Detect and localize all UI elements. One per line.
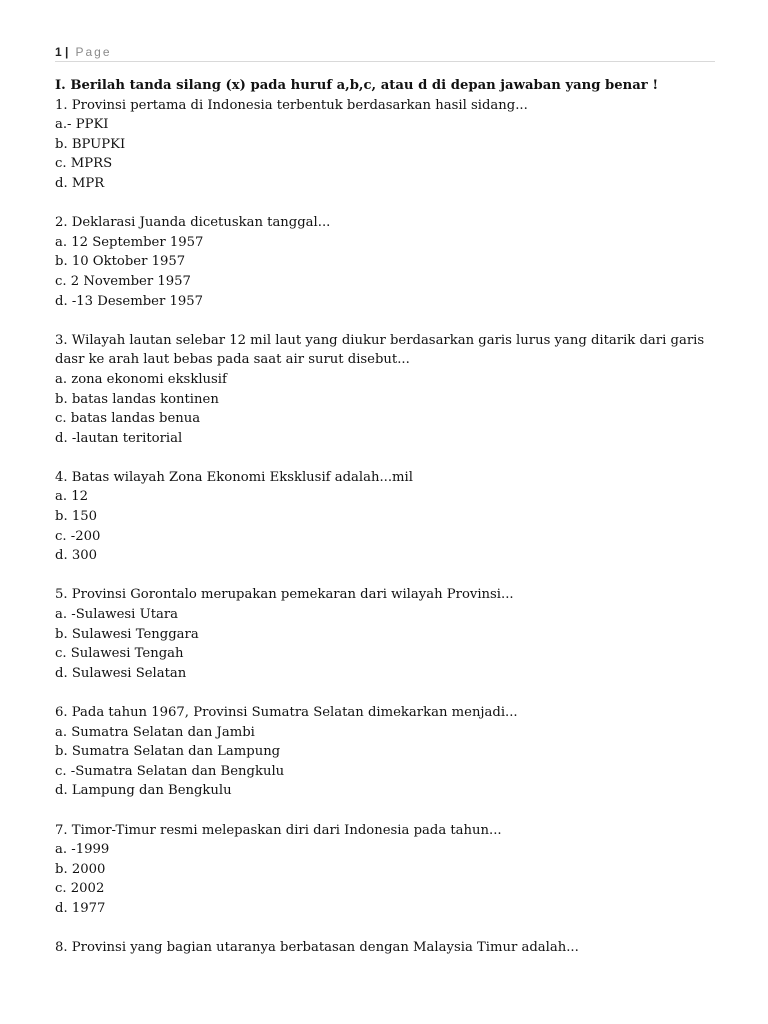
- page-header: [55, 41, 715, 62]
- question-8: [55, 938, 723, 958]
- question-text: 4. Batas wilayah Zona Ekonomi Eksklusif adalah...mil: [55, 469, 413, 485]
- option-c: c. batas landas benua: [55, 411, 201, 427]
- page-label: Page: [75, 45, 112, 59]
- option-a: a. -1999: [55, 842, 110, 858]
- option-c: c. MPRS: [55, 156, 113, 172]
- question-text: 6. Pada tahun 1967, Provinsi Sumatra Selatan dimekarkan menjadi...: [55, 705, 518, 720]
- option-d: d. 1977: [55, 900, 106, 916]
- document-body: [55, 76, 723, 958]
- question-text: 7. Timor-Timur resmi melepaskan diri dari Indonesia pada tahun...: [55, 822, 502, 838]
- option-a: a. 12: [55, 489, 89, 505]
- option-b: b. batas landas kontinen: [55, 391, 219, 407]
- option-b: b. 150: [55, 509, 97, 525]
- option-c: c. Sulawesi Tengah: [55, 646, 184, 662]
- question-2: [55, 213, 723, 311]
- question-4: [55, 468, 723, 566]
- option-d: d. -lautan teritorial: [55, 430, 183, 446]
- question-6: [55, 703, 723, 801]
- page-number: 1 |: [55, 45, 69, 59]
- question-text: 8. Provinsi yang bagian utaranya berbatasan dengan Malaysia Timur adalah...: [55, 940, 579, 956]
- option-a: a. Sumatra Selatan dan Jambi: [55, 724, 255, 740]
- option-d: d. Lampung dan Bengkulu: [55, 783, 232, 799]
- option-b: b. 2000: [55, 861, 106, 877]
- option-b: b. Sulawesi Tenggara: [55, 626, 199, 642]
- option-c: c. 2 November 1957: [55, 273, 191, 289]
- option-b: b. BPUPKI: [55, 136, 126, 152]
- option-c: c. -200: [55, 528, 101, 544]
- option-d: d. -13 Desember 1957: [55, 293, 204, 309]
- question-text: 5. Provinsi Gorontalo merupakan pemekaran dari wilayah Provinsi...: [55, 587, 514, 603]
- option-a: a. -Sulawesi Utara: [55, 607, 179, 623]
- option-a: a.- PPKI: [55, 117, 109, 133]
- question-text: 2. Deklarasi Juanda dicetuskan tanggal...: [55, 215, 331, 231]
- question-3: [55, 331, 723, 449]
- question-5: [55, 585, 723, 683]
- option-c: c. -Sumatra Selatan dan Bengkulu: [55, 763, 285, 779]
- option-b: b. Sumatra Selatan dan Lampung: [55, 744, 281, 760]
- question-text: 1. Provinsi pertama di Indonesia terbentuk berdasarkan hasil sidang...: [55, 97, 528, 113]
- question-1: [55, 96, 723, 194]
- option-d: d. 300: [55, 548, 97, 564]
- option-d: d. MPR: [55, 175, 105, 191]
- instruction-heading: I. Berilah tanda silang (x) pada huruf a,b,c, atau d di depan jawaban yang benar !: [55, 78, 659, 93]
- option-b: b. 10 Oktober 1957: [55, 254, 186, 270]
- option-c: c. 2002: [55, 881, 105, 897]
- option-a: a. 12 September 1957: [55, 234, 204, 250]
- option-d: d. Sulawesi Selatan: [55, 665, 187, 681]
- question-text: 3. Wilayah lautan selebar 12 mil laut yang diukur berdasarkan garis lurus yang ditarik dari garis dasr ke arah laut bebas pada saat air surut disebut...: [55, 332, 705, 368]
- question-7: [55, 821, 723, 919]
- option-a: a. zona ekonomi eksklusif: [55, 371, 227, 387]
